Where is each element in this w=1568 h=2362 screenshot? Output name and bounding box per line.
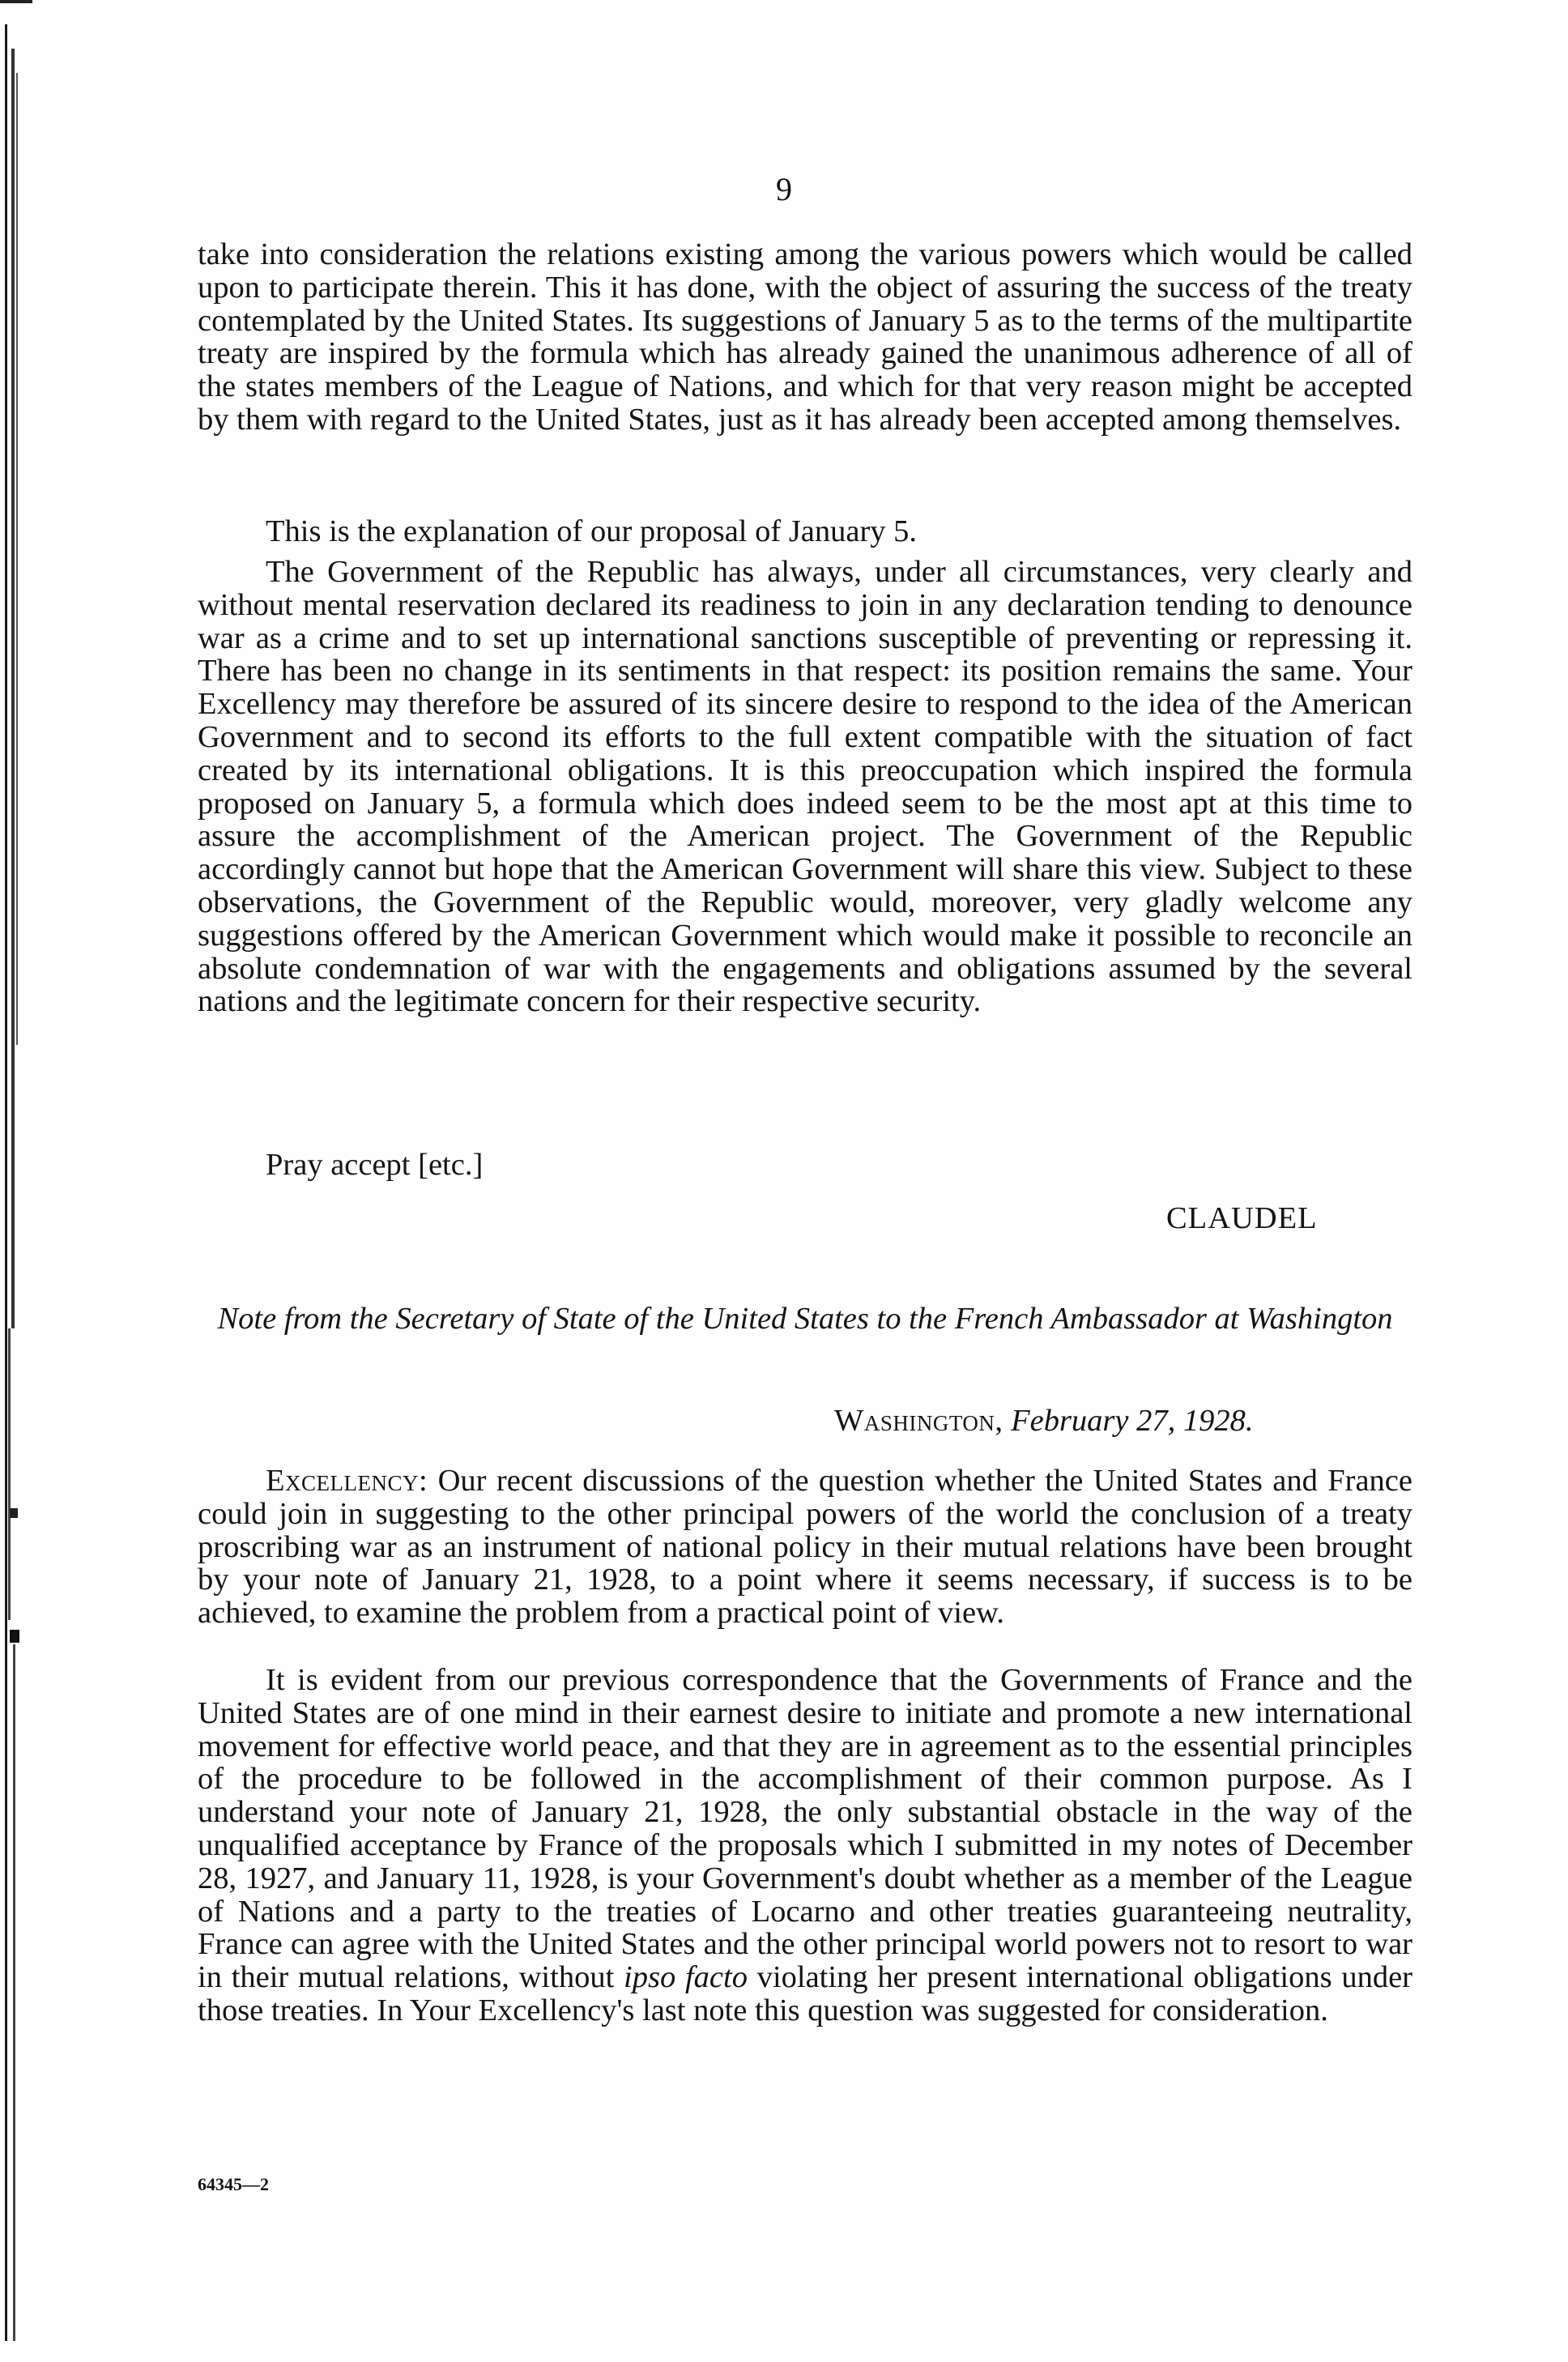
paragraph-government-position (198, 556, 1412, 1018)
italic-phrase: ipso facto (624, 1960, 748, 1995)
paragraph-body-start: It is evident from our previous correspondence that the Governments of France and the United States are of one mind in their earnest desire to initiate and promote a new international movement for effective world peace, and that they are in agreement as to the essential principles of the procedure to be followed in the accomplishment of their common purpose. As I understand your note of January 21, 1928, the only substantial obstacle in the way of the unqualified acceptance by France of the proposals which I submitted in my notes of December 28, 1927, and January 11, 1928, is your Government's doubt whether as a member of the League of Nations and a party to the treaties of Locarno and other treaties guaranteeing neutrality, France can agree with the United States and the other principal world powers not to resort to war in their mutual relations, without (198, 1663, 1412, 1995)
paragraph-continuation (198, 238, 1412, 437)
paragraph-explanation (198, 515, 1412, 548)
salutation: Excellency: (266, 1464, 428, 1498)
dateline-date: February 27, 1928. (1011, 1404, 1254, 1438)
paragraph-body: Our recent discussions of the question whether the United States and France could join in suggesting to the other principal powers of the world the conclusion of a treaty proscribing war as an instrument of national policy in their mutual relations have been brought by your note of January 21, 1928, to a point where it seems necessary, if success is to be achieved, to examine the problem from a practical point of view. (198, 1464, 1412, 1631)
dateline-place: Washington, (834, 1404, 1003, 1438)
closing-line: Pray accept [etc.] (266, 1148, 484, 1182)
printer-mark: 64345—2 (198, 2174, 269, 2194)
paragraph-text: take into consideration the relations existing among the various powers which would be called upon to participate therein. This it has done, with the object of assuring the success of the treaty contemplated by the United States. Its suggestions of January 5 as to the terms of the multipartite treaty are inspired by the formula which has already gained the unanimous adherence of all of the states members of the League of Nations, and which for that very reason might be accepted by them with regard to the United States, just as it has already been accepted among themselves. (198, 237, 1412, 437)
paragraph-text: The Government of the Republic has always, under all circumstances, very clearly and without mental reservation declared its readiness to join in any declaration tending to denounce war as a crime and to set up international sanctions susceptible of preventing or repressing it. There has been no change in its sentiments in that respect: its position remains the same. Your Excellency may therefore be assured of its sincere desire to respond to the idea of the American Government and to second its efforts to the full extent compatible with the situation of fact created by its international obligations. It is this preoccupation which inspired the formula proposed on January 5, a formula which does indeed seem to be the most apt at this time to assure the accomplishment of the American project. The Government of the Republic accordingly cannot but hope that the American Government will share this view. Subject to these observations, the Government of the Republic would, moreover, very gladly welcome any suggestions offered by the American Government which would make it possible to reconcile an absolute condemnation of war with the engagements and obligations assumed by the several nations and the legitimate concern for their respective security. (198, 555, 1412, 1019)
dateline (834, 1403, 1254, 1439)
note-heading: Note from the Secretary of State of the United States to the French Ambassador at Washington (217, 1302, 1393, 1336)
paragraph-salutation (198, 1465, 1412, 1630)
paragraph-text (198, 1465, 1412, 1630)
paragraph-correspondence (198, 1664, 1412, 2027)
scan-edge-marks (0, 0, 32, 2362)
page-number: 9 (776, 171, 792, 207)
paragraph-text: This is the explanation of our proposal of January 5. (266, 514, 918, 548)
signature: CLAUDEL (1166, 1201, 1318, 1235)
paragraph-body-end: violating her present international obligations under those treaties. In Your Excellency's last note this question was suggested for consideration. (198, 1960, 1413, 2027)
paragraph-text (198, 1664, 1412, 2027)
